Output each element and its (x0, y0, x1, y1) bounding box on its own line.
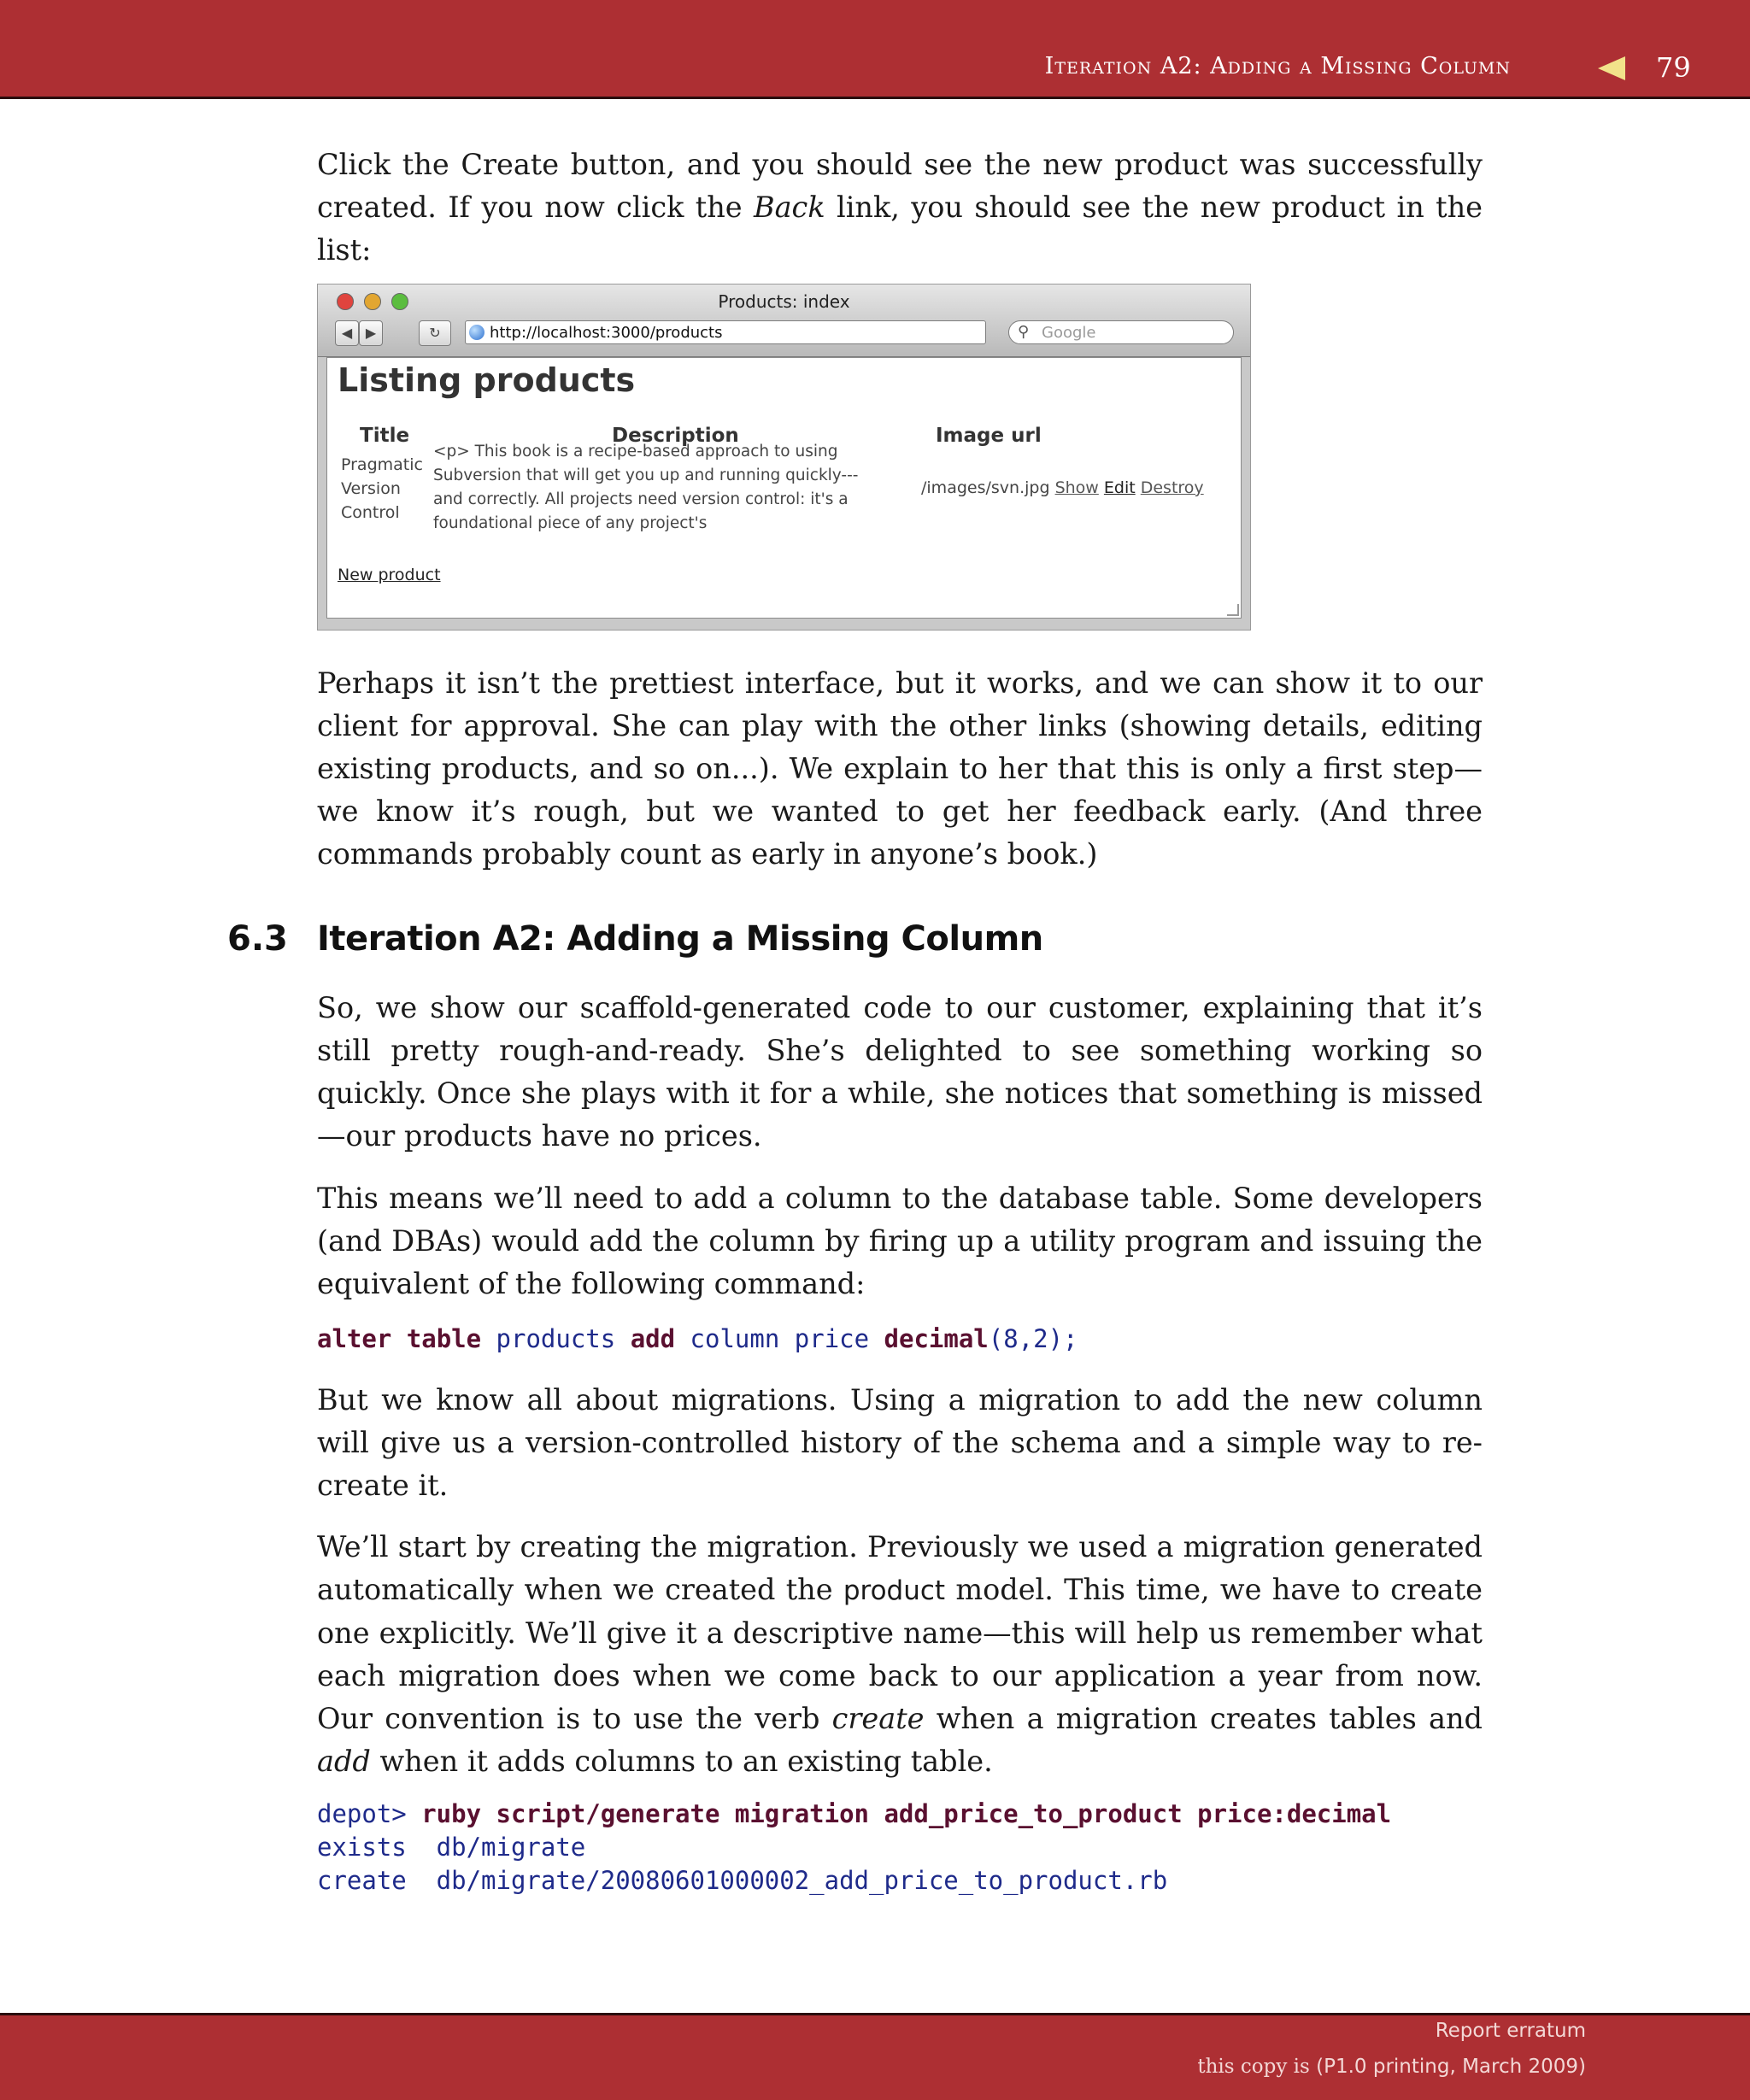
paragraph-2: Perhaps it isn’t the prettiest interface, but it works, and we can show it to our client for approval. She can play with the other links (showing details, editing existing products, and so on...). We explain to her that this is only a first step—we know it’s rough, but we wanted to get her feedback early. (And three commands probably count as early in anyone’s book.) (317, 666, 1483, 871)
search-icon: ⚲ (1018, 323, 1030, 341)
report-erratum-link[interactable]: Report erratum (1435, 2020, 1586, 2042)
code-token: table (406, 1324, 482, 1353)
browser-screenshot (317, 284, 1251, 631)
description-line: and correctly. All projects need version control: it's a (433, 490, 849, 508)
cell-title (341, 453, 423, 525)
window-title: Products: index (718, 291, 850, 312)
text-run: model. This time, we have to create one explicitly. We’ll give it a descriptive name—this will help us remember what each migration does when we come back to our application a year from now. Our convention is to use the verb (317, 1573, 1483, 1735)
description-line: foundational piece of any project's (433, 514, 708, 532)
code-token: products (481, 1324, 631, 1353)
printing-info: (P1.0 printing, March 2009) (1316, 2056, 1586, 2078)
sql-code (317, 1323, 1078, 1356)
page-number: 79 (1656, 51, 1691, 84)
header-bar (0, 0, 1750, 99)
paragraph-4: This means we’ll need to add a column to the database table. Some developers (and DBAs) would add the column by firing up a utility program and issuing the equivalent of the following command: (317, 1182, 1483, 1300)
italic-back: Back (753, 191, 825, 224)
url-text: http://localhost:3000/products (490, 324, 723, 342)
search-placeholder: Google (1042, 324, 1096, 342)
section-number: 6.3 (227, 919, 288, 959)
edit-link[interactable]: Edit (1103, 478, 1136, 497)
paragraph-5: But we know all about migrations. Using a migration to add the new column will give us a version-controlled history of the schema and a simple way to re-create it. (317, 1383, 1483, 1502)
previous-page-arrow-icon[interactable] (1598, 56, 1625, 80)
title-line: Version (341, 479, 401, 498)
image-url-value: /images/svn.jpg (921, 478, 1050, 497)
web-page (326, 357, 1242, 619)
title-line: Pragmatic (341, 455, 423, 474)
text-run: when it adds columns to an existing table. (370, 1745, 993, 1778)
text-run: link, you should see the new product in the list: (317, 191, 1483, 267)
code-token: alter (317, 1324, 392, 1353)
italic-create: create (831, 1702, 925, 1735)
code-token: column price (675, 1324, 884, 1353)
listing-heading: Listing products (338, 361, 636, 399)
code-token: decimal (884, 1324, 989, 1353)
terminal-line: exists db/migrate (317, 1833, 586, 1862)
resize-handle-icon[interactable] (1227, 604, 1239, 616)
new-product-link[interactable]: New product (338, 566, 441, 584)
col-description: Description (612, 425, 739, 447)
text-run: We’ll start by creating the migration. Previously we used a migration generated automatically when we created the (317, 1530, 1483, 1606)
destroy-link[interactable]: Destroy (1140, 478, 1204, 497)
code-token: (8,2); (988, 1324, 1078, 1353)
text-run: when a migration creates tables and (924, 1702, 1483, 1735)
cell-image-url (921, 476, 1204, 500)
paragraph-3: So, we show our scaffold-generated code to our customer, explaining that it’s still pretty rough-and-ready. She’s delighted to see something working so quickly. Once she plays with it for a while, she notices that something is missed—our products have no prices. (317, 991, 1483, 1153)
paragraph-intro (317, 144, 1483, 272)
section-title: Iteration A2: Adding a Missing Column (317, 919, 1043, 959)
address-bar[interactable] (465, 320, 986, 344)
terminal-output (317, 1798, 1391, 1898)
description-line: Subversion that will get you up and running quickly--- (433, 466, 859, 484)
copy-info (1197, 2056, 1586, 2078)
forward-icon[interactable]: ▶ (359, 320, 383, 346)
running-title: Iteration A2: Adding a Missing Column (1044, 53, 1511, 79)
terminal-command: ruby script/generate migration add_price_to_product price:decimal (421, 1799, 1392, 1828)
paragraph-6 (317, 1526, 1483, 1783)
col-image-url: Image url (936, 425, 1042, 447)
back-icon[interactable]: ◀ (335, 320, 359, 346)
terminal-line: create db/migrate/20080601000002_add_price_to_product.rb (317, 1866, 1168, 1895)
italic-add: add (317, 1745, 371, 1778)
code-token (391, 1324, 406, 1353)
show-link[interactable]: Show (1054, 478, 1099, 497)
window-titlebar (318, 284, 1250, 357)
copy-prefix: this copy is (1197, 2056, 1317, 2078)
col-title: Title (360, 425, 410, 447)
title-line: Control (341, 503, 400, 522)
globe-icon (469, 325, 484, 340)
code-token: add (630, 1324, 676, 1353)
search-field[interactable] (1008, 320, 1234, 344)
description-line: <p> This book is a recipe-based approach to using (433, 443, 838, 460)
inline-code: product (843, 1575, 946, 1606)
text-run: Click the Create button, and you should see the new product was successfully created. If you now click the (317, 148, 1483, 224)
terminal-prompt: depot> (317, 1799, 422, 1828)
cell-description (433, 440, 858, 536)
reload-icon[interactable]: ↻ (419, 320, 451, 346)
